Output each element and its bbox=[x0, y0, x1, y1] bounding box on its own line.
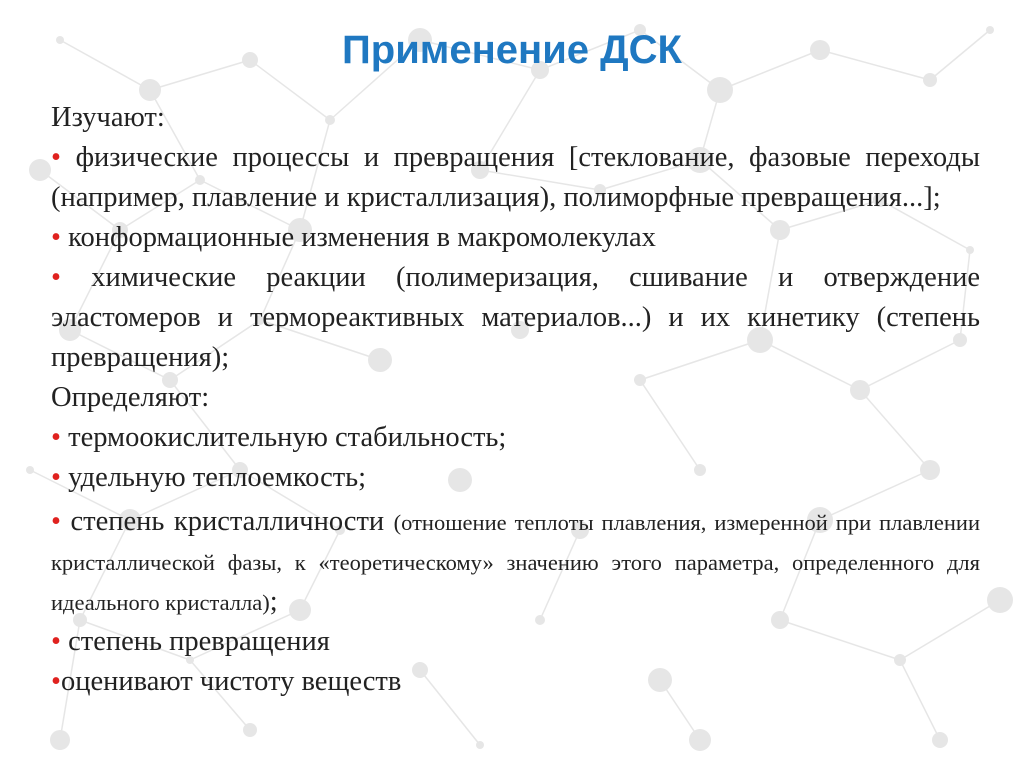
determine-item bbox=[51, 458, 980, 498]
bullet-icon: • bbox=[51, 506, 61, 537]
final-item bbox=[51, 662, 980, 702]
bullet-icon: • bbox=[51, 262, 61, 293]
slide-title: Применение ДСК bbox=[342, 28, 682, 72]
crystallinity-detail-text: (отношение теплоты плавления, измеренной при плавлении кристаллической фазы, к «теоретическому» значению этого параметра, определенного для идеального кристалла) bbox=[51, 510, 981, 615]
final-item bbox=[51, 622, 980, 662]
determine-heading: Определяют: bbox=[51, 382, 210, 413]
final-item-text: оценивают чистоту веществ bbox=[60, 666, 402, 697]
bullet-icon: • bbox=[51, 422, 61, 453]
bullet-icon: • bbox=[51, 222, 61, 253]
crystallinity-end-punctuation: ; bbox=[269, 586, 278, 617]
study-item-text: химические реакции (полимеризация, сшивание и отверждение эластомеров и термореактивных материалов...) и их кинетику (степень превращения); bbox=[51, 262, 980, 373]
study-item bbox=[51, 138, 980, 218]
determine-item-text: удельную теплоемкость; bbox=[68, 462, 367, 493]
determine-item-text: термоокислительную стабильность; bbox=[68, 422, 507, 453]
bullet-icon: • bbox=[51, 142, 61, 173]
study-item-text: физические процессы и превращения [стеклование, фазовые переходы (например, плавление и кристаллизация), полиморфные превращения...]; bbox=[51, 142, 981, 213]
final-item-text: степень превращения bbox=[68, 626, 330, 657]
bullet-icon: • bbox=[51, 666, 61, 697]
slide-body bbox=[51, 98, 980, 702]
bullet-icon: • bbox=[51, 462, 61, 493]
study-item-text: конформационные изменения в макромолекулах bbox=[68, 222, 656, 253]
determine-item bbox=[51, 418, 980, 458]
bullet-icon: • bbox=[51, 626, 61, 657]
study-item bbox=[51, 218, 980, 258]
crystallinity-main-text: степень кристалличности bbox=[70, 506, 385, 537]
study-heading: Изучают: bbox=[51, 102, 165, 133]
crystallinity-item bbox=[51, 502, 980, 622]
study-item bbox=[51, 258, 980, 378]
